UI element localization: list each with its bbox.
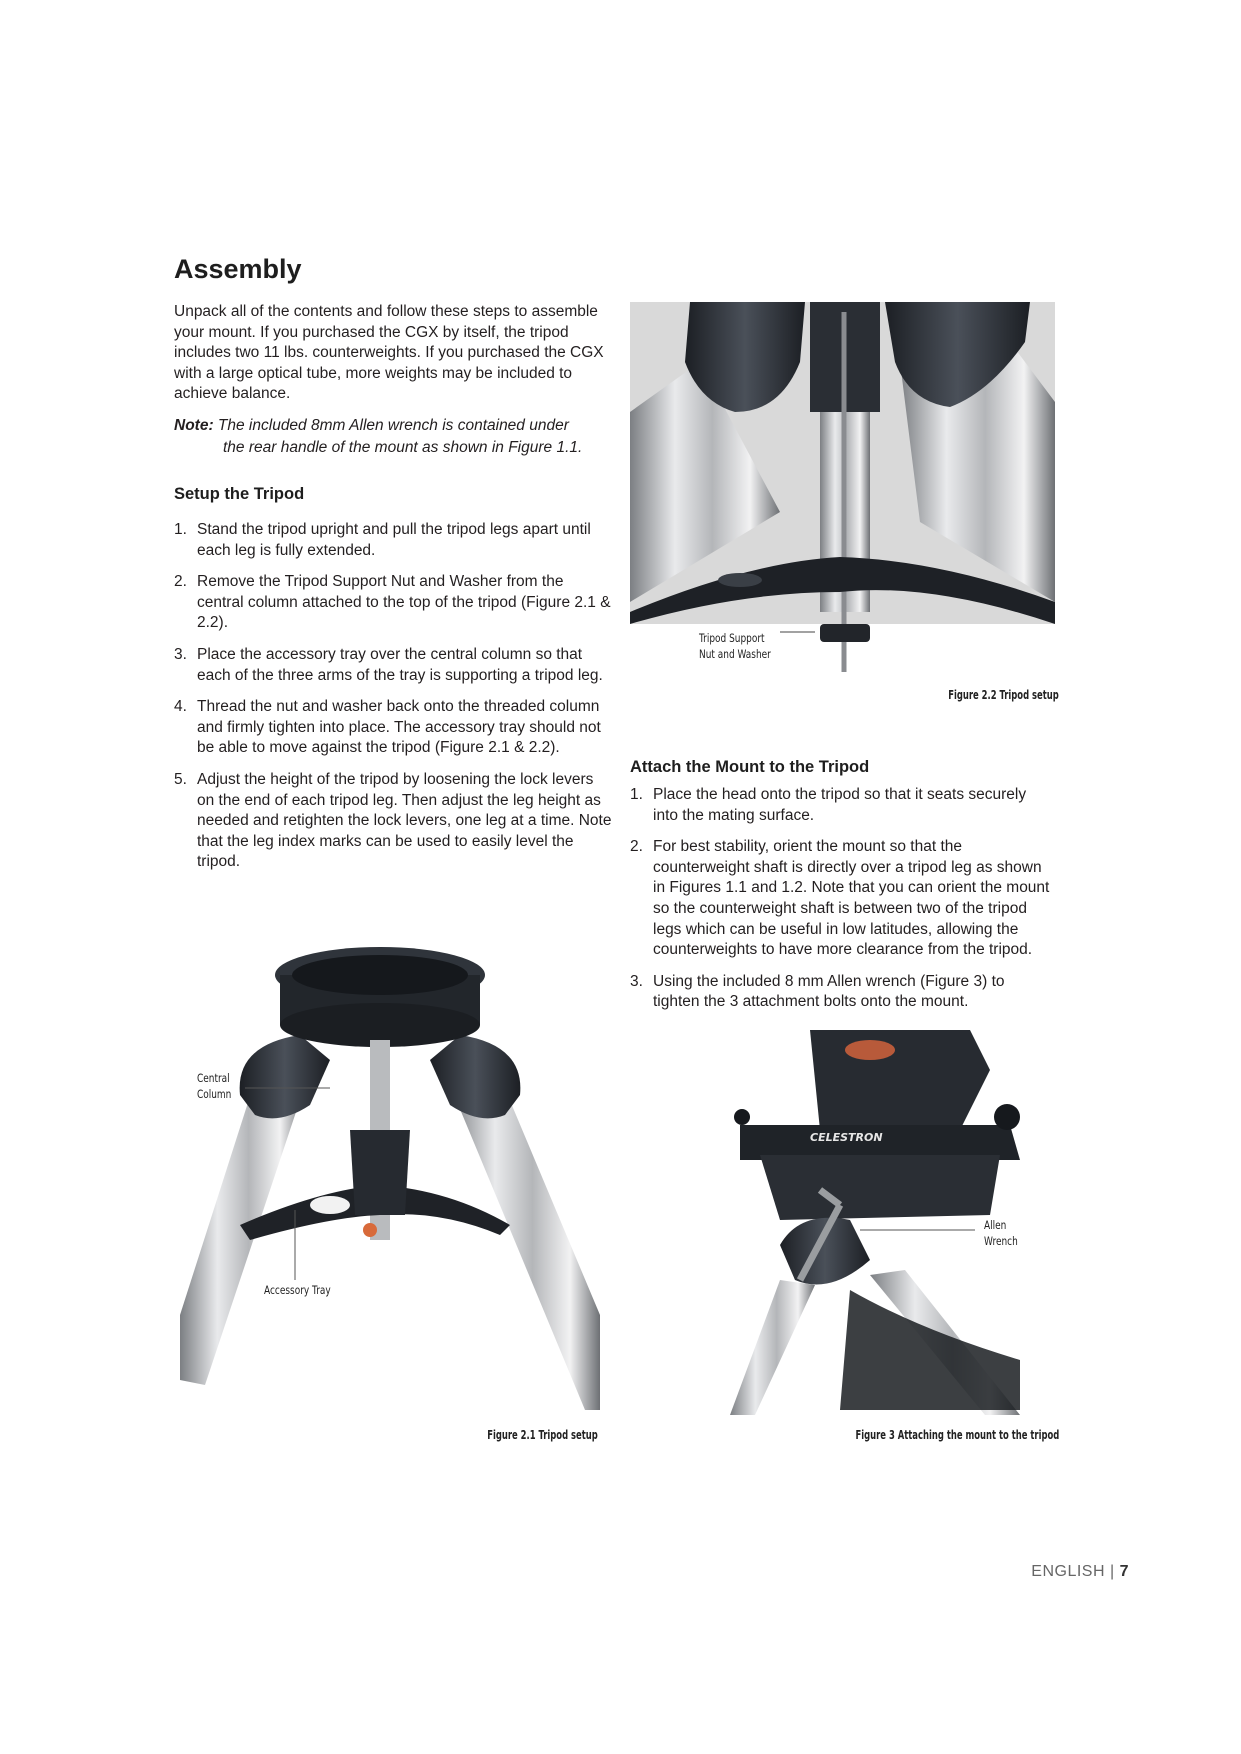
note-line-2: the rear handle of the mount as shown in Figure 1.1.: [223, 439, 583, 456]
central-column-label: Central Column: [197, 1071, 232, 1101]
note-label: Note:: [174, 417, 214, 434]
list-item: 2. For best stability, orient the mount so that the counterweight shaft is directly over a tripod leg as shown in Figures 1.1 and 1.2. Note that you can orient the mount so the counterweight shaft is between two of the tripod legs which can be useful in low latitudes, allowing the counterweights to have more clearance from the tripod.: [630, 838, 1050, 959]
list-item: 5. Adjust the height of the tripod by loosening the lock levers on the end of each tripod leg. Then adjust the leg height as needed and retighten the lock levers, one leg at a time. Note that the leg index marks can be used to easily level the tripod.: [174, 770, 612, 871]
note: [174, 415, 614, 459]
list-item: 3. Place the accessory tray over the central column so that each of the three arms of the tray is supporting a tripod leg.: [174, 645, 603, 684]
accessory-tray-label: Accessory Tray: [264, 1283, 331, 1297]
intro-paragraph: Unpack all of the contents and follow these steps to assemble your mount. If you purchased the CGX by itself, the tripod includes two 11 lbs. counterweights. If you purchased the CGX with a large optical tube, more weights may be included to achieve balance.: [174, 303, 604, 403]
page-number: 7: [1119, 1563, 1129, 1580]
figure-2-2-photo: [630, 302, 1060, 672]
list-item: 3. Using the included 8 mm Allen wrench (Figure 3) to tighten the 3 attachment bolts onto the mount.: [630, 972, 1005, 1011]
tripod-support-label: Tripod Support Nut and Washer: [699, 631, 771, 661]
page-title: Assembly: [174, 254, 302, 284]
page-footer: [1031, 1563, 1129, 1581]
celestron-logo: CELESTRON: [810, 1131, 883, 1144]
setup-tripod-heading: Setup the Tripod: [174, 485, 305, 503]
figure-2-1-photo: [180, 935, 600, 1415]
list-item: 2. Remove the Tripod Support Nut and Washer from the central column attached to the top of the tripod (Figure 2.1 & 2.2).: [174, 573, 611, 632]
attach-mount-steps: [630, 785, 1050, 1024]
list-item: 4. Thread the nut and washer back onto the threaded column and firmly tighten into place. The accessory tray should not be able to move against the tripod (Figure 2.1 & 2.2).: [174, 698, 601, 757]
allen-wrench-label: Allen Wrench: [984, 1218, 1018, 1248]
figure-3-caption: Figure 3 Attaching the mount to the tripod: [855, 1428, 1059, 1442]
footer-language: ENGLISH: [1031, 1563, 1106, 1580]
footer-separator: |: [1109, 1563, 1115, 1580]
list-item: 1. Stand the tripod upright and pull the tripod legs apart until each leg is fully extended.: [174, 521, 591, 559]
attach-mount-heading: Attach the Mount to the Tripod: [630, 758, 870, 776]
figure-2-2-caption: Figure 2.2 Tripod setup: [948, 688, 1059, 702]
note-line-1: The included 8mm Allen wrench is contained under: [217, 417, 569, 434]
setup-tripod-steps: [174, 520, 614, 884]
figure-2-1-caption: Figure 2.1 Tripod setup: [487, 1428, 598, 1442]
list-item: 1. Place the head onto the tripod so that it seats securely into the mating surface.: [630, 786, 1027, 824]
